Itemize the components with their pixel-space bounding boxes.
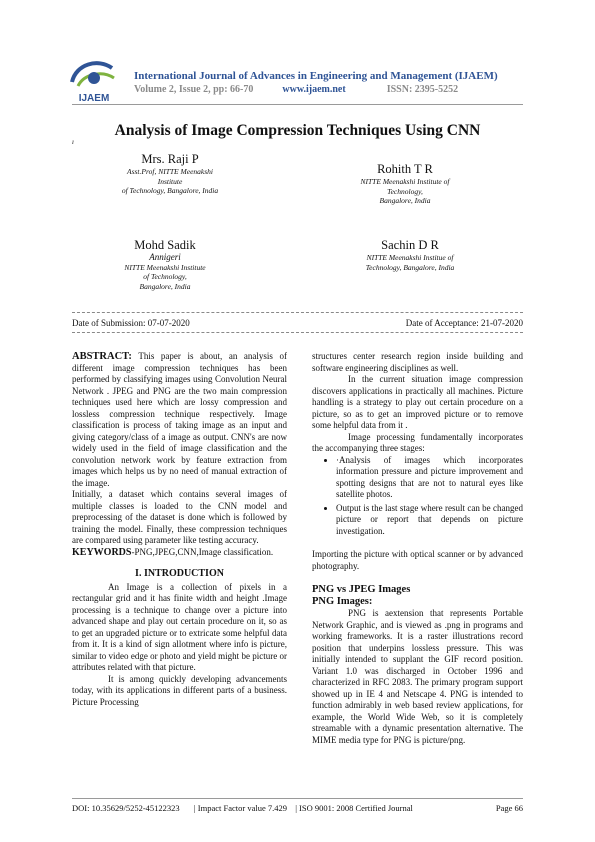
author-block <box>90 238 240 291</box>
author-affiliation: of Technology, <box>143 272 187 281</box>
dates-row <box>72 318 523 328</box>
issn: ISSN: 2395-5252 <box>386 84 459 95</box>
journal-meta <box>134 84 458 95</box>
author-block <box>95 152 245 196</box>
dashed-rule <box>72 332 523 333</box>
journal-logo <box>68 56 120 104</box>
author-affiliation: Bangalore, India <box>139 281 191 291</box>
keywords-text: -PNG,JPEG,CNN,Image classification. <box>131 546 274 557</box>
author-affiliation: Technology, <box>387 186 423 196</box>
doi: DOI: 10.35629/5252-45122323 <box>72 803 180 813</box>
submission-date: Date of Submission: 07-07-2020 <box>72 318 190 328</box>
acceptance-date: Date of Acceptance: 21-07-2020 <box>405 318 523 328</box>
paragraph: In the current situation image compression discovers applications in practically all machines. Picture handling is a strategy to play out certain procedure on a picture, so as to get an improved picture or to remove some helpful data from it . <box>312 374 523 430</box>
author-affiliation: NITTE Meenakshi Institute <box>124 262 206 272</box>
author-name: Sachin D R <box>381 238 439 252</box>
keywords <box>72 547 287 559</box>
right-column <box>312 351 523 746</box>
margin-mark: ı <box>72 138 74 146</box>
keywords-label: KEYWORDS <box>72 546 132 558</box>
author-affiliation: Annigeri <box>149 252 181 262</box>
list-item: • Output is the last stage where result can be changed picture or report that depends on picture investigation. <box>336 503 523 538</box>
author-block <box>330 162 480 206</box>
dashed-rule <box>72 312 523 313</box>
list-item: • ·Analysis of images which incorporates information pressure and picture improvement and spotting designs that are not to natural eyes like satellite photos. <box>336 455 523 501</box>
abstract-label: ABSTRACT: <box>72 351 132 362</box>
paragraph: PNG is aextension that represents Portable Network Graphic, and is viewed as .png in programs and working frameworks. It is a raster illustrations record position that underpins lossless pressure. This was initially intended to supplant the GIF record position. Variant 1.0 was discharged in October 1996 and characterized in RFC 2083. The primary program support showed up in IE 4 and Netscape 4. PNG is intended to function admirably in web based review applications, for example, the World Wide Web, so it is completely streamable with a dynamic presentation alternative. The MIME media type for PNG is picture/png. <box>312 608 523 745</box>
iso-cert: | ISO 9001: 2008 Certified Journal <box>295 803 413 813</box>
footer-rule <box>72 798 523 799</box>
author-affiliation: Institute <box>157 176 183 186</box>
paragraph: structures center research region inside building and software engineering disciplines as well. <box>312 351 523 373</box>
paragraph: An Image is a collection of pixels in a rectangular grid and it has finite width and height .Image processing is a technique to change over a picture into advanced shape and play out certain procedure on it, so as to get an upgraded picture or to extricate some helpful data from it. It is a kind of sign allotment where info is picture, similar to video edge or photo and yield might be picture or attributes related with that picture. <box>72 581 287 672</box>
bullet-list <box>312 455 523 538</box>
abstract <box>72 351 287 489</box>
left-column <box>72 351 287 708</box>
subsection-heading: PNG Images: <box>312 596 373 607</box>
author-block <box>335 238 485 272</box>
header-rule <box>72 104 523 105</box>
author-affiliation: Asst.Prof, NITTE Meenakshi <box>127 167 213 176</box>
logo-icon <box>68 56 120 104</box>
paragraph: Importing the picture with optical scanner or by advanced photography. <box>312 549 523 571</box>
author-affiliation: of Technology, Bangalore, India <box>121 186 219 195</box>
author-affiliation: Technology, Bangalore, India <box>365 262 455 272</box>
abstract-text: This paper is about, an analysis of different image compression techniques has been performed by classifying images using Convolution Neural Network . JPEG and PNG are the two main compression techniques used here which are lossy compression and lossless compression technique respectively. Image classification is process of taking image as an input and giving category/class of a image as output. CNN's are now widely used in the field of image classification and the convolution network work by feature extraction from images which helps us by no need of manual extraction of the image. <box>72 351 287 488</box>
abstract-text-2: Initially, a dataset which contains several images of multiple classes is loaded to the CNN model and preprocessing of the dataset is done which is followed by training the model. Finally, these compression techniques are compared using parameter like testing accuracy. <box>72 489 287 545</box>
author-affiliation: NITTE Meenakshi Institute of <box>360 177 450 186</box>
author-name: Mrs. Raji P <box>141 152 199 166</box>
logo-text: IJAEM <box>78 93 110 104</box>
footer <box>72 803 523 813</box>
journal-name: International Journal of Advances in Engineering and Management (IJAEM) <box>134 70 498 82</box>
page-number: Page 66 <box>495 803 523 813</box>
website-link[interactable]: www.ijaem.net <box>282 84 346 95</box>
paragraph: It is among quickly developing advancements today, with its applications in different parts of a business. Picture Processing <box>72 673 287 707</box>
paper-title: Analysis of Image Compression Techniques Using CNN <box>114 122 481 139</box>
paragraph: Image processing fundamentally incorporates the accompanying three stages: <box>312 431 523 453</box>
impact-factor: | Impact Factor value 7.429 <box>193 803 287 813</box>
section-heading: I. INTRODUCTION <box>135 568 224 579</box>
author-name: Rohith T R <box>377 162 433 176</box>
subsection-heading: PNG vs JPEG Images <box>312 584 411 595</box>
author-affiliation: Bangalore, India <box>379 196 431 205</box>
volume-info: Volume 2, Issue 2, pp: 66-70 <box>134 84 254 95</box>
author-affiliation: NITTE Meenakshi Institue of <box>366 253 454 262</box>
author-name: Mohd Sadik <box>134 238 196 252</box>
